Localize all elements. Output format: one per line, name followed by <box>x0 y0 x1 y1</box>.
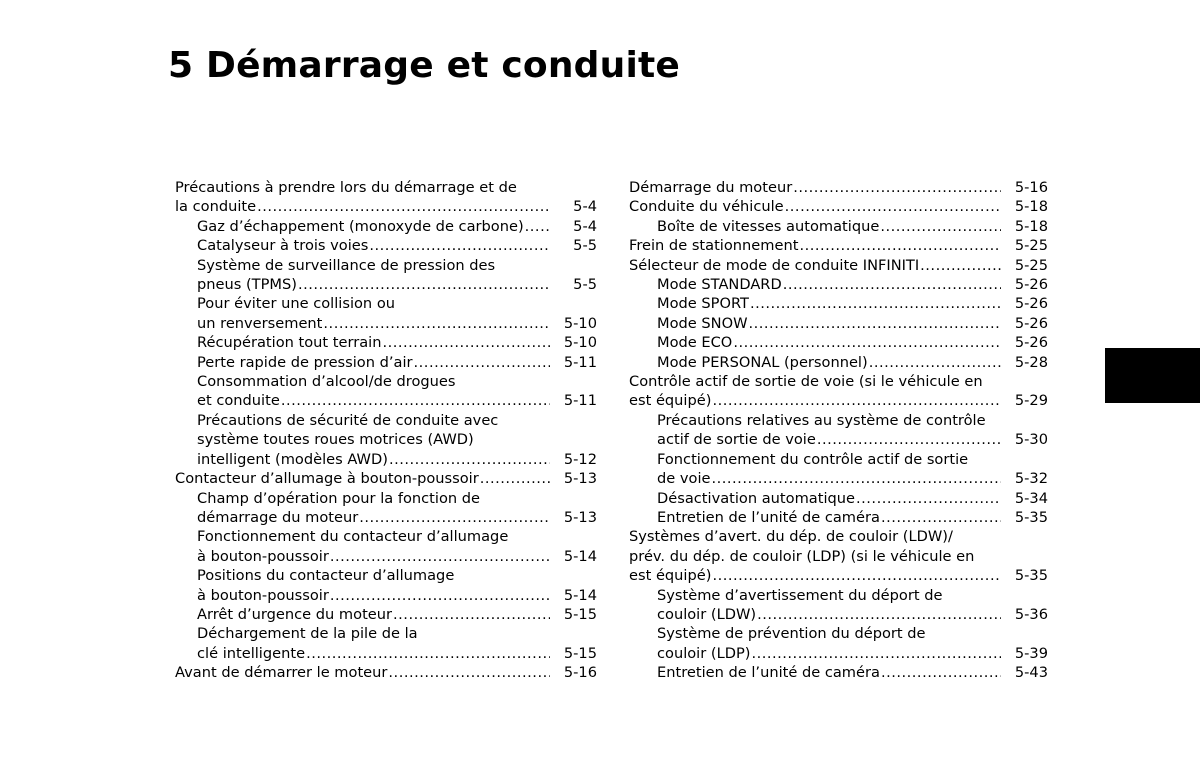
toc-entry[interactable] <box>629 586 1048 625</box>
toc-entry-text-line: Positions du contacteur d’allumage <box>197 567 455 585</box>
toc-entry-text-line: Fonctionnement du contacteur d’allumage <box>197 528 509 546</box>
toc-entry-text-line: Systèmes d’avert. du dép. de couloir (LDW)/ <box>629 528 953 546</box>
toc-entry-leader-line <box>197 333 597 352</box>
toc-entry-leader-line <box>657 644 1048 663</box>
dot-leader <box>389 450 550 469</box>
toc-entry-leader-line <box>657 508 1048 527</box>
toc-page-number: 5-25 <box>1014 237 1048 255</box>
dot-leader <box>393 605 550 624</box>
toc-entry-leader-line <box>629 391 1048 410</box>
toc-entry-title: Perte rapide de pression d’air <box>197 353 413 371</box>
dot-leader <box>323 314 550 333</box>
toc-entry-title: est équipé) <box>629 392 712 410</box>
toc-page-number: 5-12 <box>563 450 597 468</box>
toc-entry[interactable] <box>175 469 597 488</box>
dot-leader <box>749 314 1002 333</box>
toc-entry[interactable] <box>629 508 1048 527</box>
toc-entry-leader-line <box>197 275 597 294</box>
toc-entry[interactable] <box>629 256 1048 275</box>
toc-entry-leader-line <box>175 469 597 488</box>
dot-leader <box>799 236 1001 255</box>
toc-entry-leader-line <box>175 197 597 216</box>
toc-entry-text-line: Champ d’opération pour la fonction de <box>197 489 481 507</box>
toc-page-number: 5-11 <box>563 392 597 410</box>
toc-entry-title: Démarrage du moteur <box>629 179 793 196</box>
toc-entry[interactable] <box>629 217 1048 236</box>
dot-leader <box>712 566 1001 585</box>
toc-entry-leader-line <box>657 314 1048 333</box>
toc-entry-title: Mode ECO <box>657 334 733 352</box>
toc-entry[interactable] <box>175 353 597 372</box>
toc-page-number: 5-18 <box>1014 198 1048 216</box>
toc-page-number: 5-11 <box>563 353 597 371</box>
toc-entry[interactable] <box>629 275 1048 294</box>
toc-entry[interactable] <box>175 256 597 295</box>
dot-leader <box>785 197 1001 216</box>
toc-entry[interactable] <box>629 294 1048 313</box>
toc-entry-title: à bouton-poussoir <box>197 586 329 604</box>
dot-leader <box>525 217 550 236</box>
toc-entry-leader-line <box>197 508 597 527</box>
dot-leader <box>298 275 550 294</box>
toc-entry-leader-line <box>629 236 1048 255</box>
toc-entry[interactable] <box>175 566 597 605</box>
toc-entry[interactable] <box>629 197 1048 216</box>
toc-page-number: 5-26 <box>1014 334 1048 352</box>
toc-entry-leader-line <box>197 547 597 566</box>
toc-entry-title: Entretien de l’unité de caméra <box>657 508 880 526</box>
toc-page-number: 5-10 <box>563 334 597 352</box>
toc-entry-title: intelligent (modèles AWD) <box>197 450 388 468</box>
toc-page-number: 5-5 <box>573 237 597 255</box>
toc-page-number: 5-4 <box>573 217 597 235</box>
toc-entry-title: Frein de stationnement <box>629 237 799 255</box>
dot-leader <box>880 217 1001 236</box>
toc-entry[interactable] <box>175 333 597 352</box>
dot-leader <box>359 508 550 527</box>
toc-entry-leader-line <box>629 197 1048 216</box>
toc-entry-title: démarrage du moteur <box>197 508 359 526</box>
toc-entry-text-line: système toutes roues motrices (AWD) <box>197 431 474 449</box>
toc-entry-text-line: Précautions à prendre lors du démarrage et de <box>175 179 517 196</box>
toc-entry-text-line: Consommation d’alcool/de drogues <box>197 373 456 391</box>
toc-page-number: 5-15 <box>563 644 597 662</box>
toc-entry-title: Mode SNOW <box>657 314 748 332</box>
toc-entry-title: Avant de démarrer le moteur <box>175 664 388 682</box>
toc-page-number: 5-13 <box>563 508 597 526</box>
toc-page-number: 5-14 <box>563 586 597 604</box>
toc-entry[interactable] <box>175 663 597 682</box>
toc-entry[interactable] <box>629 372 1048 411</box>
toc-entry-title: actif de sortie de voie <box>657 431 816 449</box>
dot-leader <box>388 663 550 682</box>
toc-entry[interactable] <box>629 527 1048 585</box>
dot-leader <box>751 644 1001 663</box>
toc-entry-leader-line <box>657 489 1048 508</box>
toc-entry-leader-line <box>629 566 1048 585</box>
chapter-title: 5 Démarrage et conduite <box>168 45 681 86</box>
toc-page-number: 5-15 <box>563 605 597 623</box>
toc-entry-text-line: Système de prévention du déport de <box>657 625 926 643</box>
toc-entry-text-line: Fonctionnement du contrôle actif de sortie <box>657 450 969 468</box>
toc-entry-title: de voie <box>657 470 711 488</box>
toc-entry-leader-line <box>197 391 597 410</box>
toc-page-number: 5-18 <box>1014 217 1048 235</box>
toc-entry[interactable] <box>175 236 597 255</box>
dot-leader <box>712 391 1001 410</box>
toc-page-number: 5-36 <box>1014 605 1048 623</box>
dot-leader <box>369 236 550 255</box>
dot-leader <box>480 469 550 488</box>
toc-page-number: 5-13 <box>563 470 597 488</box>
toc-page-number: 5-43 <box>1014 664 1048 682</box>
toc-entry-leader-line <box>657 469 1048 488</box>
toc-entry-leader-line <box>629 178 1048 197</box>
dot-leader <box>306 644 550 663</box>
toc-entry[interactable] <box>629 624 1048 663</box>
toc-entry-text-line: Système d’avertissement du déport de <box>657 586 943 604</box>
toc-entry[interactable] <box>175 178 597 217</box>
chapter-tab-marker <box>1105 348 1200 403</box>
toc-entry[interactable] <box>175 624 597 663</box>
toc-entry-title: Sélecteur de mode de conduite INFINITI <box>629 256 920 274</box>
toc-entry-leader-line <box>657 217 1048 236</box>
toc-page-number: 5-35 <box>1014 567 1048 585</box>
toc-entry-leader-line <box>197 236 597 255</box>
toc-entry[interactable] <box>629 314 1048 333</box>
toc-left-column <box>175 178 597 683</box>
toc-entry-text-line: Contrôle actif de sortie de voie (si le véhicule en <box>629 373 983 391</box>
dot-leader <box>920 256 1001 275</box>
toc-entry-title: Entretien de l’unité de caméra <box>657 664 880 682</box>
toc-entry-leader-line <box>657 605 1048 624</box>
toc-entry-leader-line <box>197 450 597 469</box>
toc-entry-leader-line <box>657 663 1048 682</box>
toc-entry[interactable] <box>629 353 1048 372</box>
toc-page-number: 5-34 <box>1014 489 1048 507</box>
toc-entry[interactable] <box>629 450 1048 489</box>
toc-page-number: 5-30 <box>1014 431 1048 449</box>
toc-page-number: 5-26 <box>1014 314 1048 332</box>
toc-page-number: 5-35 <box>1014 508 1048 526</box>
toc-entry-leader-line <box>657 353 1048 372</box>
toc-page-number: 5-26 <box>1014 295 1048 313</box>
dot-leader <box>711 469 1001 488</box>
dot-leader <box>330 586 550 605</box>
dot-leader <box>881 663 1001 682</box>
toc-page-number: 5-4 <box>573 198 597 216</box>
dot-leader <box>750 294 1001 313</box>
toc-entry-title: la conduite <box>175 198 257 216</box>
toc-page-number: 5-16 <box>1014 179 1048 196</box>
toc-entry[interactable] <box>175 527 597 566</box>
toc-entry-title: à bouton-poussoir <box>197 547 329 565</box>
dot-leader <box>869 353 1001 372</box>
toc-entry-title: Boîte de vitesses automatique <box>657 217 880 235</box>
toc-entry-leader-line <box>197 217 597 236</box>
toc-entry-leader-line <box>197 586 597 605</box>
toc-page-number: 5-25 <box>1014 256 1048 274</box>
dot-leader <box>733 333 1001 352</box>
dot-leader <box>281 391 550 410</box>
toc-entry[interactable] <box>175 217 597 236</box>
toc-page-number: 5-10 <box>563 314 597 332</box>
toc-entry-leader-line <box>197 353 597 372</box>
toc-entry-leader-line <box>197 605 597 624</box>
toc-entry-title: pneus (TPMS) <box>197 276 297 294</box>
toc-entry-title: Mode SPORT <box>657 295 749 313</box>
toc-entry[interactable] <box>629 411 1048 450</box>
toc-entry-text-line: prév. du dép. de couloir (LDP) (si le véhicule en <box>629 547 975 565</box>
toc-entry[interactable] <box>629 663 1048 682</box>
toc-entry-title: Récupération tout terrain <box>197 334 382 352</box>
toc-page-number: 5-26 <box>1014 276 1048 294</box>
toc-entry-title: clé intelligente <box>197 644 306 662</box>
dot-leader <box>881 508 1001 527</box>
dot-leader <box>330 547 550 566</box>
toc-entry[interactable] <box>175 605 597 624</box>
toc-entry[interactable] <box>175 294 597 333</box>
toc-entry-text-line: Déchargement de la pile de la <box>197 625 418 643</box>
dot-leader <box>817 430 1001 449</box>
dot-leader <box>856 489 1001 508</box>
toc-entry-leader-line <box>657 430 1048 449</box>
toc-entry-text-line: Précautions de sécurité de conduite avec <box>197 411 499 429</box>
dot-leader <box>793 178 1001 197</box>
toc-page-number: 5-16 <box>563 664 597 682</box>
toc-entry-title: Contacteur d’allumage à bouton-poussoir <box>175 470 479 488</box>
toc-entry-title: Mode PERSONAL (personnel) <box>657 353 868 371</box>
toc-page-number: 5-29 <box>1014 392 1048 410</box>
toc-page-number: 5-5 <box>573 276 597 294</box>
toc-entry-title: Mode STANDARD <box>657 276 782 294</box>
toc-entry[interactable] <box>629 236 1048 255</box>
toc-entry-title: Gaz d’échappement (monoxyde de carbone) <box>197 217 524 235</box>
toc-entry-leader-line <box>657 333 1048 352</box>
toc-entry-text-line: Pour éviter une collision ou <box>197 295 395 313</box>
toc-entry[interactable] <box>629 333 1048 352</box>
toc-entry-title: Catalyseur à trois voies <box>197 237 369 255</box>
toc-entry-leader-line <box>657 294 1048 313</box>
toc-entry-title: est équipé) <box>629 567 712 585</box>
toc-entry-leader-line <box>197 314 597 333</box>
toc-entry-title: Conduite du véhicule <box>629 198 784 216</box>
toc-entry-title: couloir (LDP) <box>657 644 751 662</box>
toc-entry-leader-line <box>175 663 597 682</box>
dot-leader <box>414 353 550 372</box>
toc-entry-leader-line <box>629 256 1048 275</box>
toc-entry-title: un renversement <box>197 314 323 332</box>
dot-leader <box>757 605 1001 624</box>
toc-page-number: 5-39 <box>1014 644 1048 662</box>
toc-entry[interactable] <box>175 411 597 469</box>
toc-entry[interactable] <box>175 372 597 411</box>
toc-entry-leader-line <box>657 275 1048 294</box>
toc-entry-title: couloir (LDW) <box>657 605 757 623</box>
toc-entry-text-line: Précautions relatives au système de contrôle <box>657 411 986 429</box>
toc-entry-title: Désactivation automatique <box>657 489 856 507</box>
dot-leader <box>257 197 550 216</box>
toc-entry-title: Arrêt d’urgence du moteur <box>197 605 393 623</box>
toc-entry-text-line: Système de surveillance de pression des <box>197 256 496 274</box>
toc-entry[interactable] <box>629 489 1048 508</box>
toc-page-number: 5-14 <box>563 547 597 565</box>
toc-entry-title: et conduite <box>197 392 280 410</box>
toc-page-number: 5-28 <box>1014 353 1048 371</box>
dot-leader <box>783 275 1001 294</box>
toc-entry-leader-line <box>197 644 597 663</box>
toc-page-number: 5-32 <box>1014 470 1048 488</box>
dot-leader <box>382 333 550 352</box>
toc-right-column <box>629 178 1048 683</box>
toc-entry[interactable] <box>629 178 1048 197</box>
toc-entry[interactable] <box>175 489 597 528</box>
